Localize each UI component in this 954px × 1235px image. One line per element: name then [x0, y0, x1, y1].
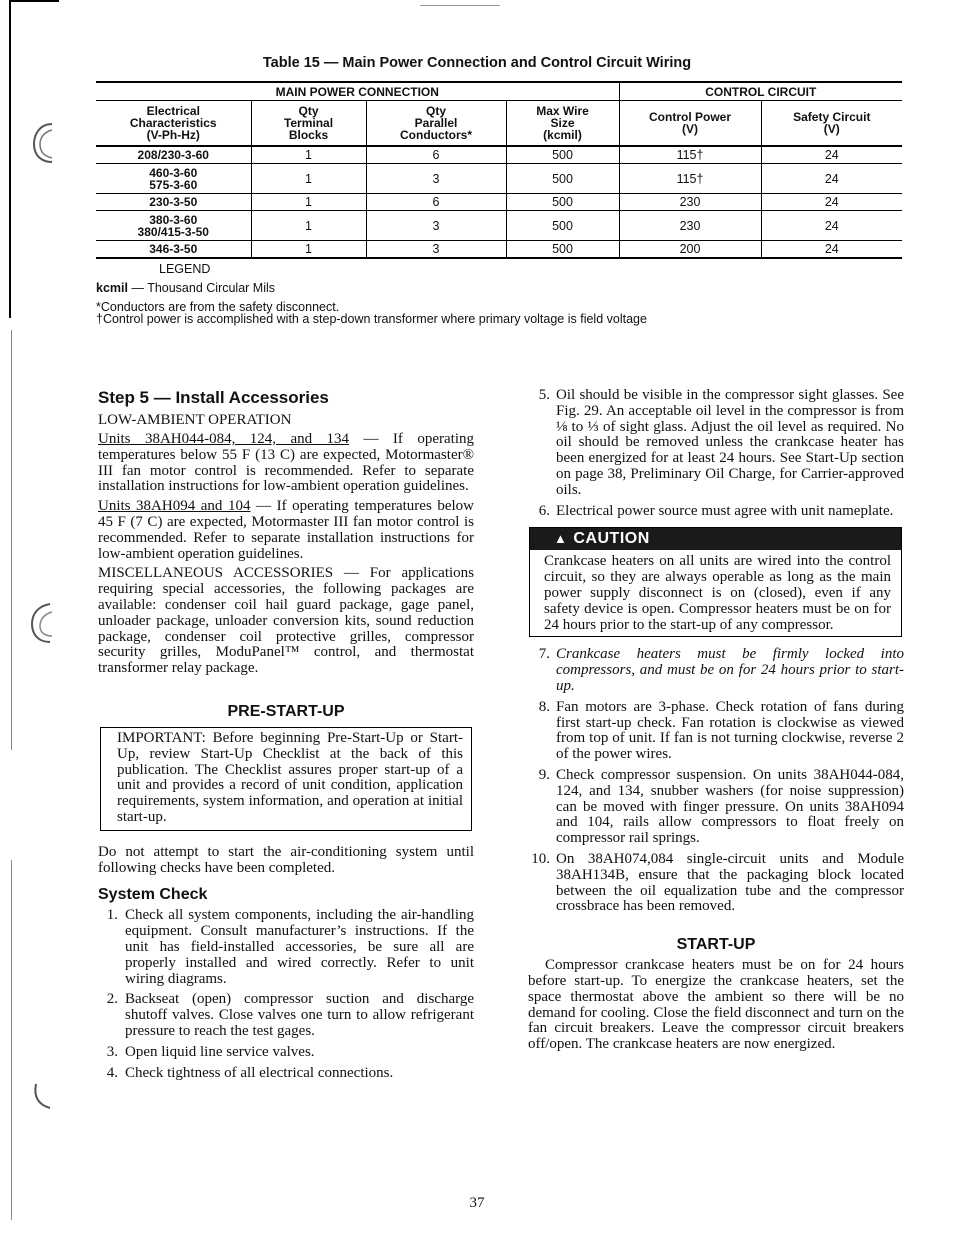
units-label: Units 38AH094 and 104 [98, 498, 251, 515]
caution-banner [530, 528, 901, 550]
table-footnote: *Conductors are from the safety disconnect. [96, 300, 340, 314]
paragraph-misc-accessories: MISCELLANEOUS ACCESSORIES — For applications requiring special accessories, the following packages are available: condenser coil hail guard package, gage panel, unloader package, unloader conversion kits, sound reduction package, condenser coil protective grilles, compressor security grilles, ModuPanel™ control, and thermostat transformer relay package. [98, 565, 474, 677]
cell-electrical: 208/230-3-60 [96, 146, 251, 164]
section-heading-system-check: System Check [98, 886, 208, 904]
important-note-text: IMPORTANT: Before beginning Pre-Start-Up or Start-Up, review Start-Up Checklist at the back of this publication. The Checklist assures proper start-up of a unit and provides a record of unit condition, application requirements, system information, and operation at initial start-up. [117, 729, 463, 825]
cell-terminal-blocks: 1 [251, 164, 366, 194]
caution-label: CAUTION [573, 530, 650, 548]
list-item: 10. On 38AH074,084 single-circuit units and Module 38AH134B, ensure that the packaging block located between the oil equalization tube and the compressor crossbrace has been removed. [531, 850, 904, 915]
section-heading-startup: START-UP [676, 936, 756, 954]
list-item: 6. Electrical power source must agree with unit nameplate. [538, 502, 894, 519]
table-footnote: †Control power is accomplished with a step-down transformer where primary voltage is field voltage [96, 312, 647, 326]
important-note-box [100, 727, 472, 831]
cell-electrical: 460-3-60 575-3-60 [96, 164, 251, 194]
wiring-table-container [96, 81, 902, 259]
cell-control-power: 115† [619, 146, 761, 164]
table-row [96, 211, 902, 241]
cell-control-power: 200 [619, 241, 761, 259]
cell-safety-circuit: 24 [761, 164, 902, 194]
list-item: 3. Open liquid line service valves. [106, 1043, 315, 1060]
right-column [528, 388, 904, 1053]
warning-triangle-icon: ▲ [554, 531, 568, 547]
scan-edge-line [11, 330, 12, 750]
page-corner-mark [9, 0, 11, 318]
checklist-continued [528, 388, 904, 519]
column-header-safety-circuit: Safety Circuit (V) [761, 101, 902, 147]
paragraph-do-not-start: Do not attempt to start the air-conditioning system until following checks have been completed. [98, 843, 474, 876]
binder-hole-mark [22, 598, 62, 648]
list-item: 5. Oil should be visible in the compressor sight glasses. See Fig. 29. An acceptable oil level in the compressor is from ⅛ to ⅓ of sight glass. Adjust the oil level as required. No oil should be removed unless the crankcase heater has been energized for at least 24 hours. See Start-Up section on page 38, Preliminary Oil Charge, for Carrier-approved oils. [538, 387, 904, 498]
column-header-electrical: Electrical Characteristics (V-Ph-Hz) [96, 101, 251, 147]
cell-max-wire: 500 [506, 211, 619, 241]
binder-hole-mark [22, 118, 62, 168]
wiring-table [96, 81, 902, 259]
cell-terminal-blocks: 1 [251, 211, 366, 241]
cell-parallel-conductors: 6 [366, 194, 506, 211]
checklist-continued-2 [528, 647, 904, 915]
subheading-low-ambient: LOW-AMBIENT OPERATION [98, 412, 292, 428]
cell-electrical: 346-3-50 [96, 241, 251, 259]
caution-text: Crankcase heaters on all units are wired into the control circuit, so they are always operable as long as the main power supply disconnect is on (closed), even if any safety device is open. Compressor heaters must be on for 24 hours prior to the start-up of any compressor. [544, 553, 891, 633]
cell-max-wire: 500 [506, 241, 619, 259]
cell-max-wire: 500 [506, 164, 619, 194]
page-corner-mark-top [9, 0, 59, 2]
list-item: 8. Fan motors are 3-phase. Check rotation of fans during first start-up check. Fan rotation is clockwise as viewed from top of unit. If fan is not turning clockwise, reverse 2 of the power wires. [538, 698, 904, 763]
system-check-list [98, 908, 474, 1081]
paragraph-startup: Compressor crankcase heaters must be on for 24 hours before start-up. To energize the crankcase heaters, set the space thermostat above the ambient so there will be no demand for cooling. Close the field disconnect and turn on the fan circuit breakers. Leave the compressor circuit breakers off/open. The crankcase heaters are now energized. [528, 957, 904, 1053]
cell-terminal-blocks: 1 [251, 194, 366, 211]
cell-safety-circuit: 24 [761, 211, 902, 241]
cell-electrical: 230-3-50 [96, 194, 251, 211]
cell-safety-circuit: 24 [761, 146, 902, 164]
scan-edge-line [11, 860, 12, 1220]
section-heading-prestart: PRE-START-UP [227, 702, 345, 720]
list-item: 2. Backseat (open) compressor suction and discharge shutoff valves. Close valves one turn to allow refrigerant pressure to reach the test gages. [106, 991, 474, 1039]
page-number: 37 [469, 1195, 485, 1211]
group-header-control-circuit: CONTROL CIRCUIT [619, 82, 902, 101]
table-row [96, 241, 902, 259]
left-column [98, 388, 474, 1086]
cell-electrical: 380-3-60 380/415-3-50 [96, 211, 251, 241]
list-item: 1. Check all system components, including the air-handling equipment. Consult manufacturer’s instructions. If the unit has field-installed accessories, be sure all are properly installed and wired correctly. Refer to unit wiring diagrams. [106, 907, 474, 987]
cell-control-power: 230 [619, 194, 761, 211]
cell-max-wire: 500 [506, 146, 619, 164]
cell-safety-circuit: 24 [761, 241, 902, 259]
column-header-parallel-conductors: Qty Parallel Conductors* [366, 101, 506, 147]
table-row [96, 164, 902, 194]
cell-parallel-conductors: 3 [366, 211, 506, 241]
column-header-terminal-blocks: Qty Terminal Blocks [251, 101, 366, 147]
caution-box [529, 527, 902, 637]
cell-control-power: 115† [619, 164, 761, 194]
legend-definition: — Thousand Circular Mils [127, 281, 276, 295]
list-item: 4. Check tightness of all electrical connections. [106, 1064, 394, 1081]
column-header-control-power: Control Power (V) [619, 101, 761, 147]
legend-title: LEGEND [159, 262, 211, 276]
group-header-main-power: MAIN POWER CONNECTION [96, 82, 619, 101]
cell-terminal-blocks: 1 [251, 146, 366, 164]
column-header-max-wire-size: Max Wire Size (kcmil) [506, 101, 619, 147]
scan-artifact-line [420, 5, 500, 6]
binder-hole-mark [22, 1078, 62, 1118]
table-row [96, 194, 902, 211]
legend-term: kcmil [96, 281, 128, 295]
paragraph-low-ambient-1: Units 38AH044-084, 124, and 134 — If operating temperatures below 55 F (13 C) are expected, Motormaster® III fan motor control is recommended. Refer to separate installation instructions for low-ambient operation guidelines. [98, 431, 474, 495]
cell-parallel-conductors: 6 [366, 146, 506, 164]
section-heading-step5: Step 5 — Install Accessories [98, 388, 329, 407]
cell-control-power: 230 [619, 211, 761, 241]
cell-terminal-blocks: 1 [251, 241, 366, 259]
list-item: 7. Crankcase heaters must be firmly locked into compressors, and must be on for 24 hours prior to start-up. [538, 646, 904, 694]
cell-parallel-conductors: 3 [366, 164, 506, 194]
table-title: Table 15 — Main Power Connection and Control Circuit Wiring [262, 55, 692, 71]
cell-max-wire: 500 [506, 194, 619, 211]
units-label: Units 38AH044-084, 124, and 134 [98, 431, 350, 447]
cell-safety-circuit: 24 [761, 194, 902, 211]
table-row [96, 146, 902, 164]
cell-parallel-conductors: 3 [366, 241, 506, 259]
legend-entry [96, 281, 275, 295]
paragraph-low-ambient-2: Units 38AH094 and 104 — If operating temperatures below 45 F (7 C) are expected, Motormaster III fan motor control is recommended. Refer to separate installation instructions for low-ambient operation guidelines. [98, 498, 474, 562]
list-item: 9. Check compressor suspension. On units 38AH044-084, 124, and 134, snubber washers (for noise suppression) can be moved with finger pressure. On units 38AH094 and 104, rails allow compressors to float freely on compressor rail springs. [538, 766, 904, 847]
